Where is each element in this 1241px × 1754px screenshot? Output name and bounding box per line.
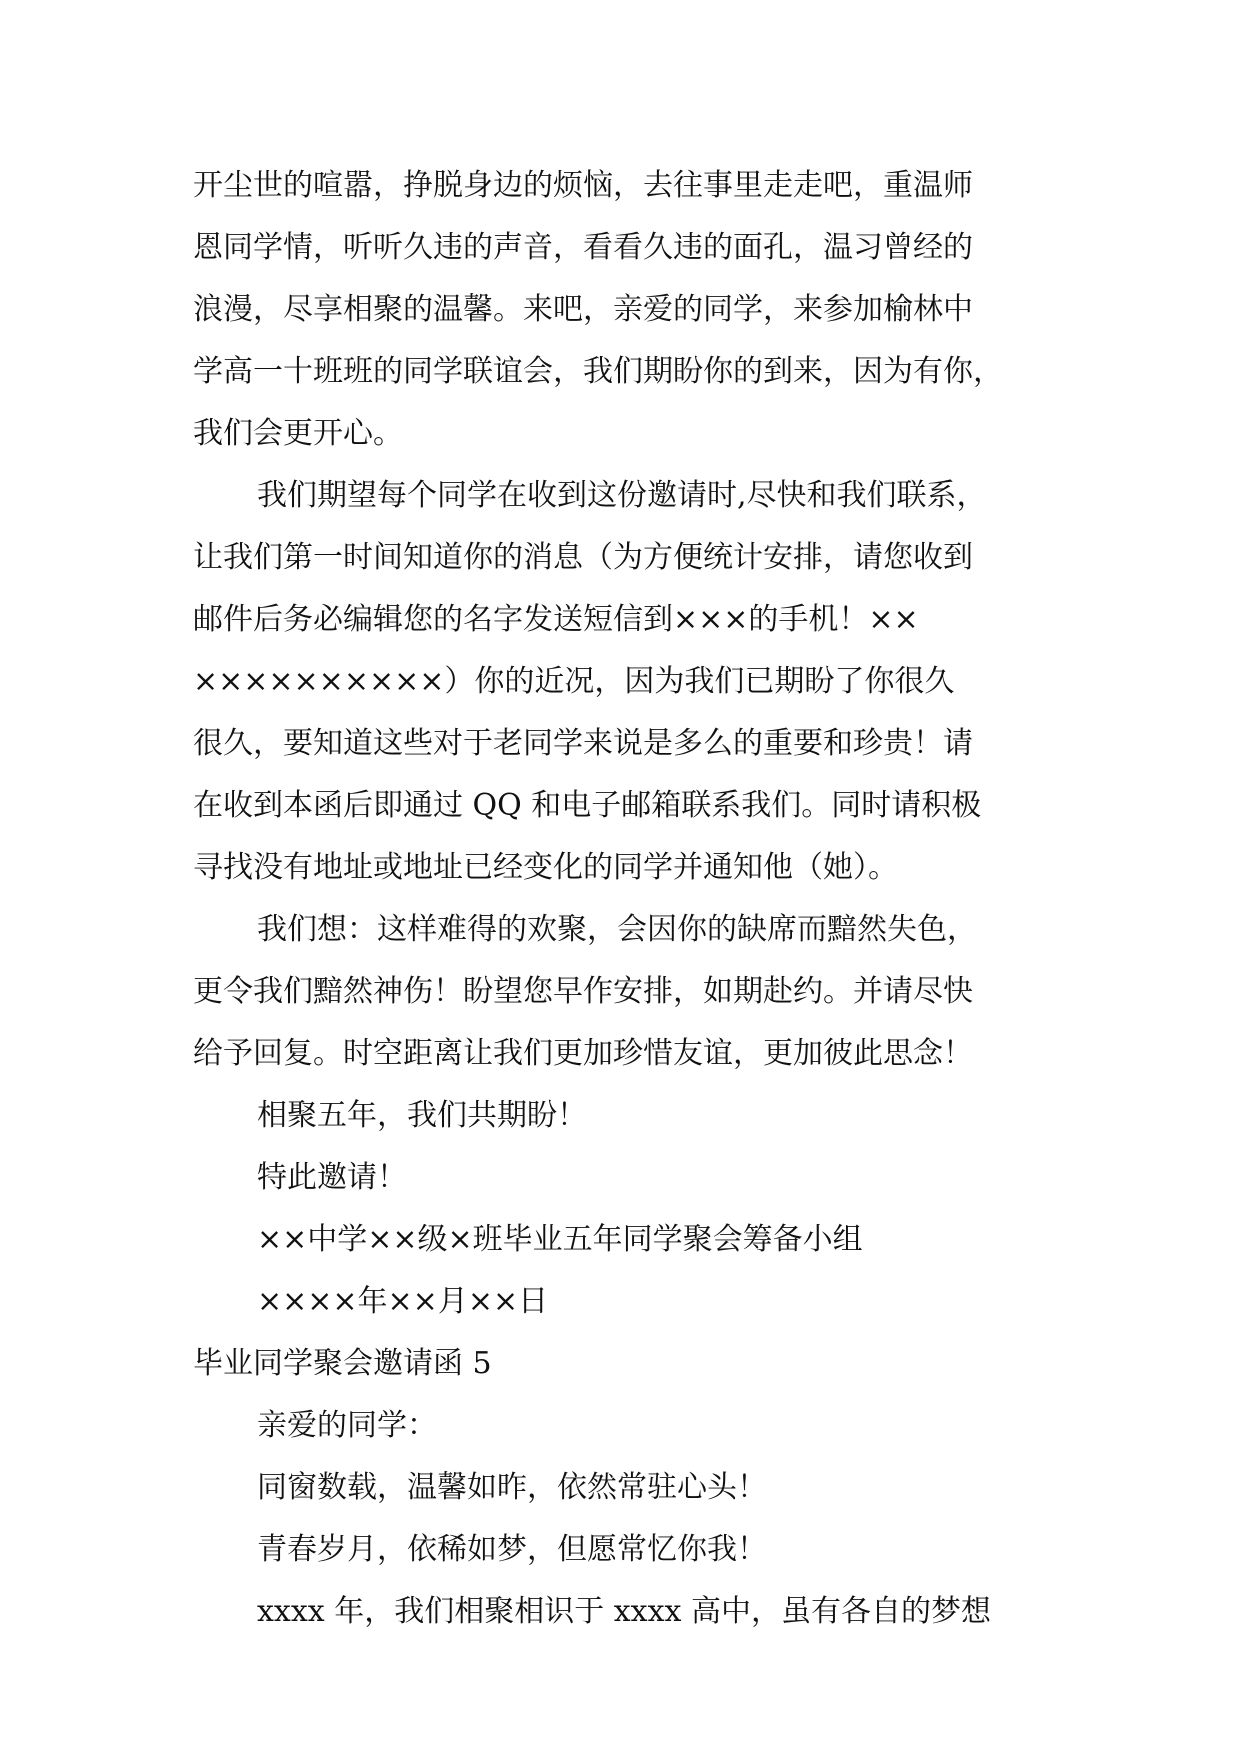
text-line: 给予回复。时空距离让我们更加珍惜友谊，更加彼此思念！ (193, 1036, 973, 1071)
paragraph-contact-request (193, 465, 1063, 899)
verse-line: 同窗数载，温馨如昨，依然常驻心头！ (257, 1470, 767, 1505)
invitation-closing: 特此邀请！ (257, 1160, 407, 1195)
closing-line: 相聚五年，我们共期盼！ (257, 1098, 587, 1133)
text-line: 我们想：这样难得的欢聚，会因你的缺席而黯然失色， (257, 912, 977, 947)
verse-line: 青春岁月，依稀如梦，但愿常忆你我！ (257, 1532, 767, 1567)
section-heading: 毕业同学聚会邀请函 5 (193, 1346, 492, 1381)
text-line: 学高一十班班的同学联谊会，我们期盼你的到来，因为有你， (193, 354, 1003, 389)
paragraph-continuation (193, 155, 1063, 465)
text-line: 在收到本函后即通过 QQ 和电子邮箱联系我们。同时请积极 (193, 788, 982, 823)
text-line: ××××××××××）你的近况，因为我们已期盼了你很久 (193, 664, 955, 699)
date-line: ××××年××月××日 (257, 1284, 549, 1319)
salutation: 亲爱的同学： (257, 1408, 437, 1443)
paragraph-start: xxxx 年，我们相聚相识于 xxxx 高中，虽有各自的梦想 (257, 1594, 991, 1629)
signature: ××中学××级×班毕业五年同学聚会筹备小组 (257, 1222, 863, 1257)
text-line: 恩同学情，听听久违的声音，看看久违的面孔，温习曾经的 (193, 230, 973, 265)
paragraph-attendance-plea (193, 899, 1063, 1085)
text-line: 寻找没有地址或地址已经变化的同学并通知他（她）。 (193, 850, 898, 885)
document-body (193, 155, 1063, 1643)
text-line: 我们期望每个同学在收到这份邀请时,尽快和我们联系， (257, 478, 987, 513)
text-line: 更令我们黯然神伤！盼望您早作安排，如期赴约。并请尽快 (193, 974, 973, 1009)
text-line: 邮件后务必编辑您的名字发送短信到×××的手机！×× (193, 602, 919, 637)
text-line: 我们会更开心。 (193, 416, 403, 451)
text-line: 开尘世的喧嚣，挣脱身边的烦恼，去往事里走走吧，重温师 (193, 168, 973, 203)
text-line: 浪漫，尽享相聚的温馨。来吧，亲爱的同学，来参加榆林中 (193, 292, 973, 327)
text-line: 很久，要知道这些对于老同学来说是多么的重要和珍贵！请 (193, 726, 973, 761)
text-line: 让我们第一时间知道你的消息（为方便统计安排，请您收到 (193, 540, 973, 575)
